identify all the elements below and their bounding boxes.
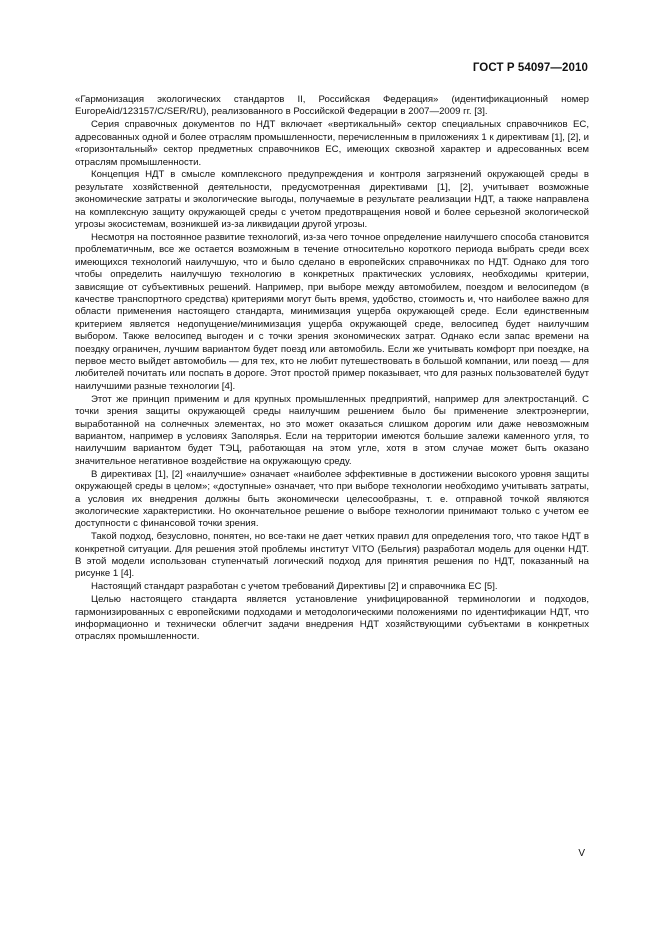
paragraph: Настоящий стандарт разработан с учетом требований Директивы [2] и справочника ЕС [5]. (91, 581, 498, 593)
paragraph: Несмотря на постоянное развитие технологий, из-за чего точное определение наилучшего способа становится проблематичным, все же остается возможным в течение относительно короткого периода выбрать среди всех имеющихся технологий наилучшую, что и было сделано в европейских справочниках по НДТ. Однако для того чтобы определить наилучшую технологию в конкретных практических условиях, необходимы критерии, зависящие от субъективных решений. Например, при выборе между автомобилем, поездом и велосипедом (в качестве транспортного средства) критериями могут быть время, удобство, стоимость и, что наиболее важно для области применения настоящего стандарта, минимизация ущерба окружающей среде. Если единственным критерием является недопущение/минимизация ущерба окружающей среде, велосипед будет наилучшим выбором. Также велосипед выгоден и с точки зрения экономических затрат. Однако если запас времени на поездку ограничен, лучшим вариантом будет поезд или автомобиль. Если же учитывать комфорт при поездке, на первое место выйдет автомобиль — для тех, кто не любит путешествовать в большой компании, или поезд — для любителей почитать или поспать в дороге. Этот простой пример показывает, что для разных пользователей будут наилучшими разные технологии [4]. (75, 231, 589, 392)
page-number: V (578, 848, 585, 859)
paragraph: Целью настоящего стандарта является установление унифицированной терминологии и подходов, гармонизированных с европейскими подходами и методологическими положениями по идентификации НДТ, что информационно и технически облегчит задачи внедрения НДТ хозяйствующими субъектами в конкретных отраслях промышленности. (75, 594, 589, 643)
paragraph: Концепция НДТ в смысле комплексного предупреждения и контроля загрязнений окружающей среды в результате хозяйственной деятельности, предусмотренная директивами [1], [2], учитывает возможные экономические затраты и экологические выгоды, получаемые в результате реализации НДТ, а также направлена на комплексную защиту окружающей среды с учетом предотвращения новой и более серьезной экологической угрозы экосистемам, возникшей из-за ликвидации другой угрозы. (75, 169, 589, 231)
paragraph: Серия справочных документов по НДТ включает «вертикальный» сектор специальных справочников ЕС, адресованных одной и более отраслям промышленности, перечисленным в приложениях 1 к директивам [1], [2], и «горизонтальный» сектор предметных справочников ЕС, имеющих сквозной характер и адресованных всем отраслям промышленности. (75, 119, 589, 168)
paragraph-continuation: «Гармонизация экологических стандартов II, Российская Федерация» (идентификационный номер EuropeAid/123157/C/SER/RU), реализованного в Российской Федерации в 2007—2009 гг. [3]. (75, 94, 589, 118)
paragraph: В директивах [1], [2] «наилучшие» означает «наиболее эффективные в достижении высокого уровня защиты окружающей среды в целом»; «доступные» означает, что при выборе технологии необходимо учитывать затраты, а условия их внедрения должны быть экономически целесообразны, т. е. отправной точкой являются экологические характеристики. Но окончательное решение о выборе технологии принимают только с учетом ее доступности с финансовой точки зрения. (75, 468, 589, 530)
paragraph: Этот же принцип применим и для крупных промышленных предприятий, например для электростанций. С точки зрения защиты окружающей среды наилучшим решением было бы применение электроэнергии, выработанной на солнечных элементах, но это может оказаться слишком дорогим или даже невозможным вариантом, например в условиях Заполярья. Если на территории имеются большие залежи каменного угля, то наилучшим вариантом будет ТЭЦ, работающая на этом угле, хотя в этом случае может быть оказано значительное негативное воздействие на окружающую среду. (75, 393, 589, 467)
body-text (75, 94, 589, 644)
paragraph: Такой подход, безусловно, понятен, но все-таки не дает четких правил для определения того, что такое НДТ в конкретной ситуации. Для решения этой проблемы институт VITO (Бельгия) разработал модель для оценки НДТ. В этой модели использован ступенчатый логический подход для принятия решения по НДТ, показанный на рисунке 1 [4]. (75, 531, 589, 580)
standard-code-header: ГОСТ Р 54097—2010 (472, 62, 588, 74)
